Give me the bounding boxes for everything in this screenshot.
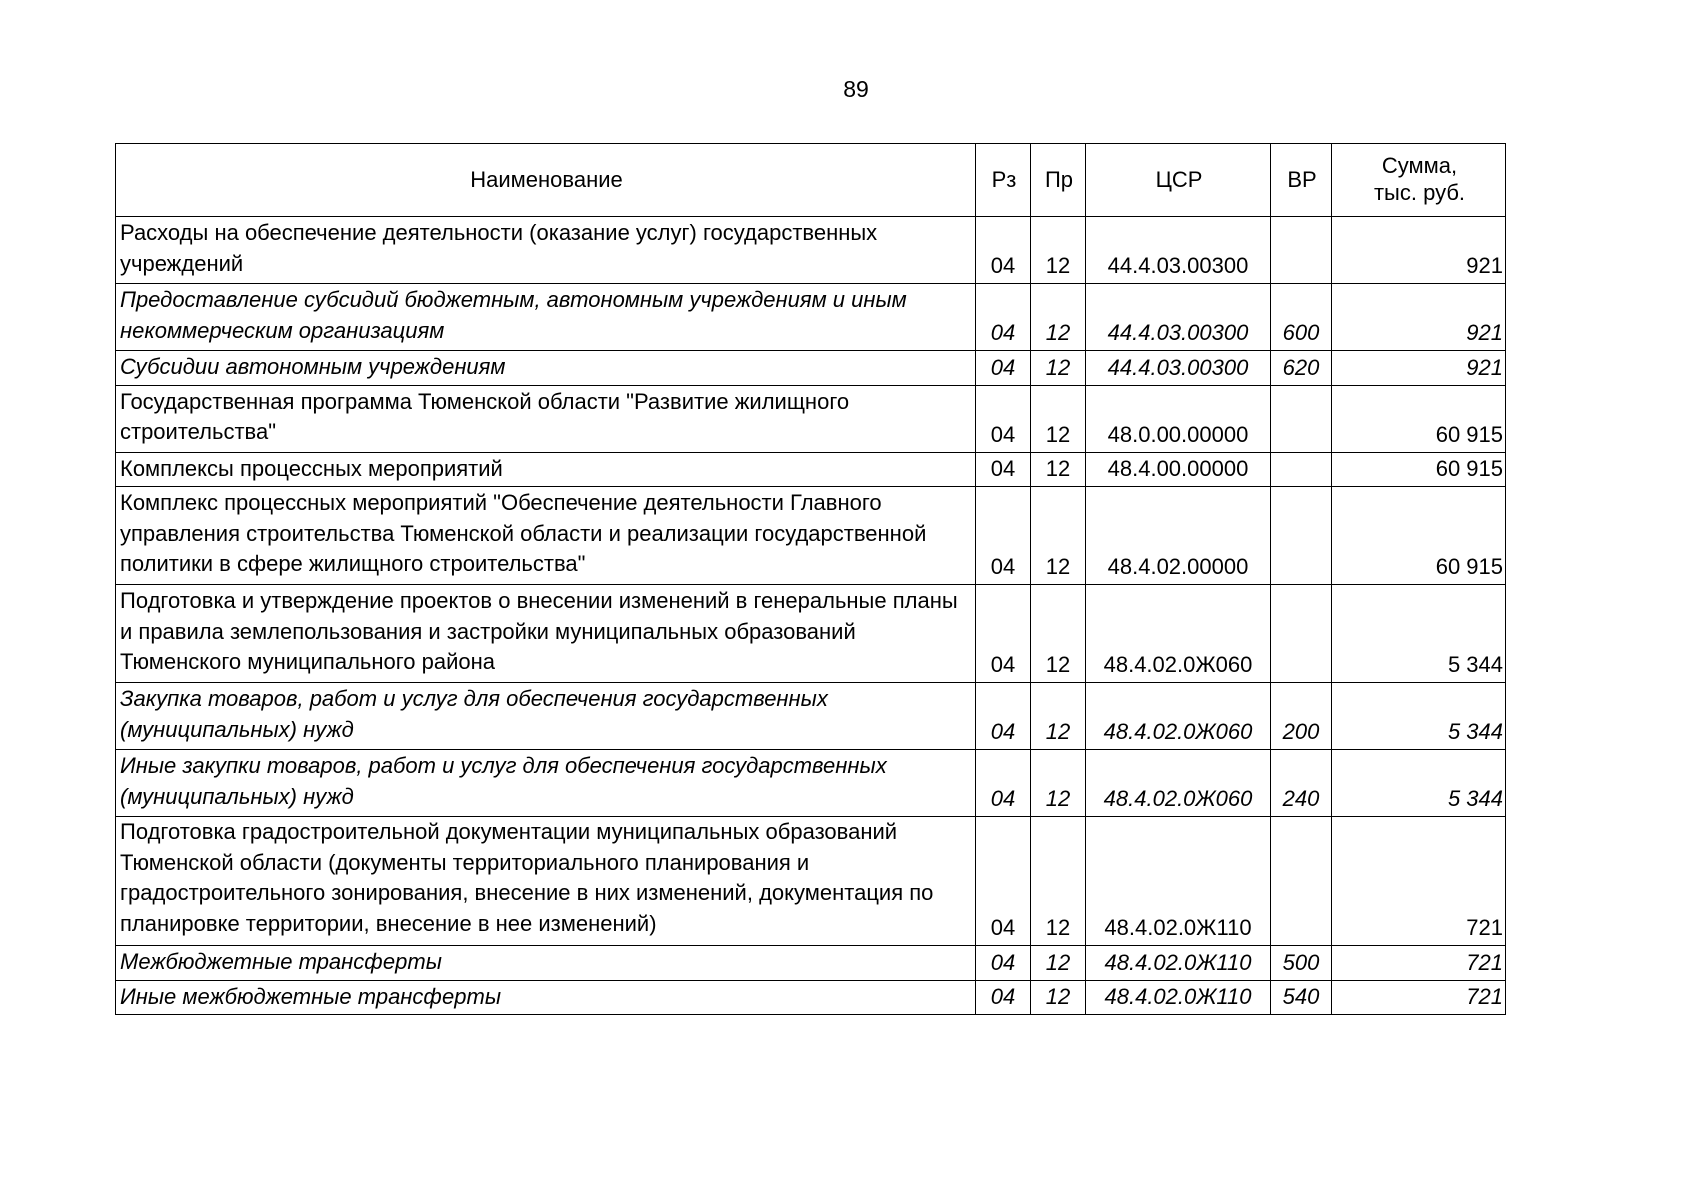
row-vr xyxy=(1271,817,1332,946)
row-pr: 12 xyxy=(1031,284,1086,351)
table-row xyxy=(116,585,1506,683)
row-name: Комплекс процессных мероприятий "Обеспечение деятельности Главного управления строительства Тюменской области и реализации государственной политики в сфере жилищного строительства" xyxy=(116,487,976,585)
row-rz: 04 xyxy=(976,217,1031,284)
page-number: 89 xyxy=(843,76,869,102)
row-csr: 48.4.02.0Ж060 xyxy=(1086,585,1271,683)
row-rz: 04 xyxy=(976,452,1031,487)
table-row xyxy=(116,946,1506,981)
row-pr: 12 xyxy=(1031,385,1086,452)
row-rz: 04 xyxy=(976,946,1031,981)
header-sum-line1: Сумма, xyxy=(1381,153,1458,178)
row-csr: 48.4.02.0Ж060 xyxy=(1086,750,1271,817)
row-name: Расходы на обеспечение деятельности (оказание услуг) государственных учреждений xyxy=(116,217,976,284)
row-rz: 04 xyxy=(976,351,1031,386)
row-csr: 44.4.03.00300 xyxy=(1086,217,1271,284)
row-csr: 48.4.02.0Ж060 xyxy=(1086,683,1271,750)
header-row xyxy=(116,144,1506,217)
row-name: Предоставление субсидий бюджетным, автономным учреждениям и иным некоммерческим организациям xyxy=(116,284,976,351)
row-name xyxy=(116,817,976,946)
table-row xyxy=(116,284,1506,351)
header-csr: ЦСР xyxy=(1086,144,1271,217)
row-name: Комплексы процессных мероприятий xyxy=(116,452,976,487)
row-name: Закупка товаров, работ и услуг для обеспечения государственных (муниципальных) нужд xyxy=(116,683,976,750)
row-csr: 48.4.00.00000 xyxy=(1086,452,1271,487)
row-pr: 12 xyxy=(1031,683,1086,750)
row-vr: 200 xyxy=(1271,683,1332,750)
table-row xyxy=(116,750,1506,817)
row-sum: 60 915 xyxy=(1332,452,1506,487)
row-name: Субсидии автономным учреждениям xyxy=(116,351,976,386)
row-sum: 5 344 xyxy=(1332,585,1506,683)
row-rz: 04 xyxy=(976,284,1031,351)
row-sum: 60 915 xyxy=(1332,487,1506,585)
table-row xyxy=(116,452,1506,487)
row-pr: 12 xyxy=(1031,980,1086,1015)
row-vr xyxy=(1271,217,1332,284)
table-row xyxy=(116,385,1506,452)
header-name: Наименование xyxy=(116,144,976,217)
row-vr: 620 xyxy=(1271,351,1332,386)
row-csr: 48.4.02.0Ж110 xyxy=(1086,946,1271,981)
row-sum: 5 344 xyxy=(1332,750,1506,817)
header-rz: Рз xyxy=(976,144,1031,217)
table-row xyxy=(116,683,1506,750)
header-pr: Пр xyxy=(1031,144,1086,217)
table-row xyxy=(116,817,1506,946)
row-vr xyxy=(1271,487,1332,585)
row-vr xyxy=(1271,452,1332,487)
row-pr: 12 xyxy=(1031,487,1086,585)
header-sum-line2: тыс. руб. xyxy=(1373,180,1466,205)
row-rz: 04 xyxy=(976,683,1031,750)
row-vr xyxy=(1271,385,1332,452)
row-sum: 921 xyxy=(1332,284,1506,351)
row-vr: 500 xyxy=(1271,946,1332,981)
row-csr: 48.4.02.00000 xyxy=(1086,487,1271,585)
row-sum: 721 xyxy=(1332,817,1506,946)
row-sum: 5 344 xyxy=(1332,683,1506,750)
row-vr: 240 xyxy=(1271,750,1332,817)
header-vr: ВР xyxy=(1271,144,1332,217)
row-name: Иные межбюджетные трансферты xyxy=(116,980,976,1015)
row-csr: 48.4.02.0Ж110 xyxy=(1086,980,1271,1015)
row-pr: 12 xyxy=(1031,452,1086,487)
row-rz: 04 xyxy=(976,750,1031,817)
row-pr: 12 xyxy=(1031,351,1086,386)
row-vr: 600 xyxy=(1271,284,1332,351)
row-pr: 12 xyxy=(1031,750,1086,817)
row-vr: 540 xyxy=(1271,980,1332,1015)
row-pr: 12 xyxy=(1031,217,1086,284)
row-rz: 04 xyxy=(976,817,1031,946)
row-vr xyxy=(1271,585,1332,683)
row-csr: 48.0.00.00000 xyxy=(1086,385,1271,452)
row-sum: 921 xyxy=(1332,217,1506,284)
row-pr: 12 xyxy=(1031,817,1086,946)
row-pr: 12 xyxy=(1031,946,1086,981)
budget-table xyxy=(115,143,1506,1015)
header-sum xyxy=(1332,144,1506,217)
row-name-clipped-text: Подготовка градостроительной документации муниципальных образований Тюменской области (документы территориального планирования и градостроительного зонирования, внесение в них изменений, документация по планировке территории, внесение в нее изменений) xyxy=(120,819,934,936)
row-sum: 921 xyxy=(1332,351,1506,386)
row-name: Межбюджетные трансферты xyxy=(116,946,976,981)
table-row xyxy=(116,217,1506,284)
row-rz: 04 xyxy=(976,585,1031,683)
row-csr: 44.4.03.00300 xyxy=(1086,284,1271,351)
row-name: Государственная программа Тюменской области "Развитие жилищного строительства" xyxy=(116,385,976,452)
row-rz: 04 xyxy=(976,487,1031,585)
table-row xyxy=(116,980,1506,1015)
row-rz: 04 xyxy=(976,385,1031,452)
row-csr: 48.4.02.0Ж110 xyxy=(1086,817,1271,946)
row-sum: 721 xyxy=(1332,946,1506,981)
table-row xyxy=(116,351,1506,386)
row-sum: 721 xyxy=(1332,980,1506,1015)
row-name: Подготовка и утверждение проектов о внесении изменений в генеральные планы и правила землепользования и застройки муниципальных образований Тюменского муниципального района xyxy=(116,585,976,683)
row-name: Иные закупки товаров, работ и услуг для обеспечения государственных (муниципальных) нужд xyxy=(116,750,976,817)
row-csr: 44.4.03.00300 xyxy=(1086,351,1271,386)
row-sum: 60 915 xyxy=(1332,385,1506,452)
row-rz: 04 xyxy=(976,980,1031,1015)
row-pr: 12 xyxy=(1031,585,1086,683)
table-row xyxy=(116,487,1506,585)
